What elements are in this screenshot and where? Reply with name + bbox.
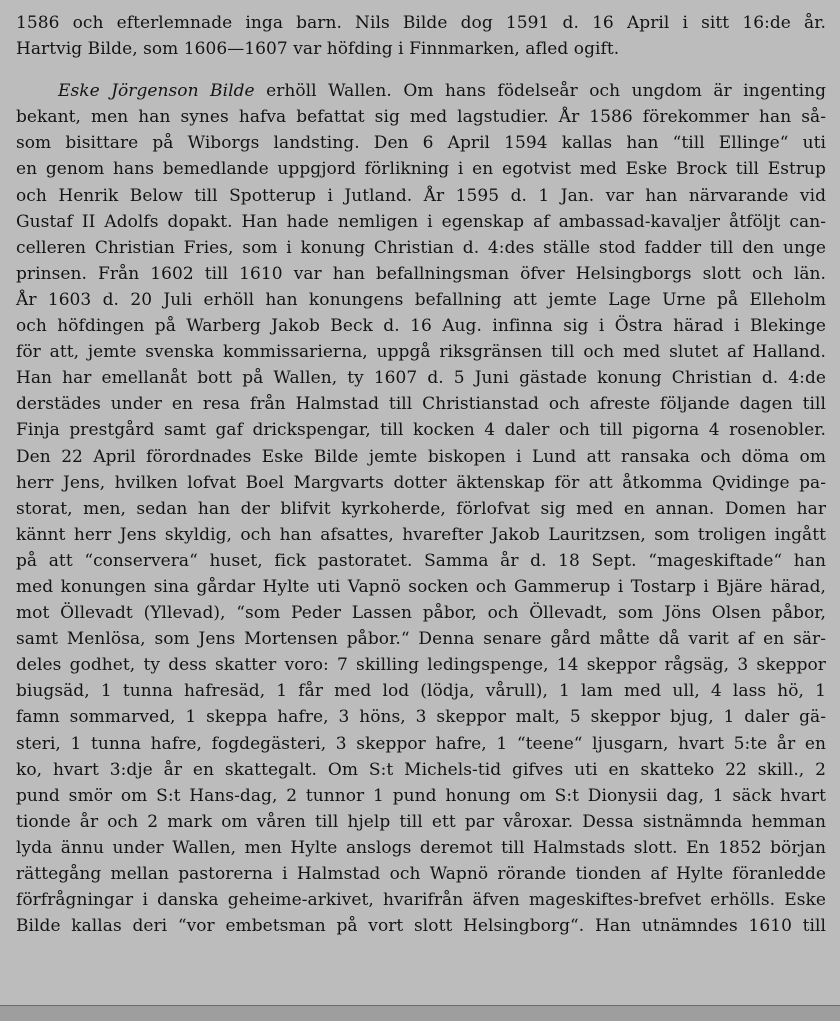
- text-line: herr Jens, hvilken lofvat Boel Margvarts dotter äktenskap för att åtkomma Qvidinge pa-: [16, 472, 826, 493]
- text-line-2: Hartvig Bilde, som 1606—1607 var höfding i Finnmarken, afled ogift.: [16, 39, 620, 60]
- opening-line-rest: erhöll Wallen. Om hans födelseår och ungdom är ingenting: [254, 81, 827, 102]
- text-line: prinsen. Från 1602 till 1610 var han befallningsman öfver Helsingborgs slott och län.: [16, 263, 826, 284]
- paragraph-gap: [16, 62, 826, 78]
- body-text: [16, 10, 826, 939]
- text-line: derstädes under en resa från Halmstad till Christianstad och afreste följande dagen till: [16, 394, 826, 415]
- text-line: som bisittare på Wiborgs landsting. Den 6 April 1594 kallas han “till Ellinge“ uti: [16, 133, 826, 154]
- text-line: mot Öllevadt (Yllevad), “som Peder Lassen påbor, och Öllevadt, som Jöns Olsen påbor,: [16, 603, 826, 624]
- text-line: och Henrik Below till Spotterup i Jutland. År 1595 d. 1 Jan. var han närvarande vid: [16, 185, 826, 206]
- text-line: tionde år och 2 mark om våren till hjelp till ett par våroxar. Dessa sistnämnda hemman: [16, 811, 826, 832]
- text-line: samt Menlösa, som Jens Mortensen påbor.“ Denna senare gård måtte då varit af en sär-: [16, 629, 826, 650]
- text-line: pund smör om S:t Hans-dag, 2 tunnor 1 pund honung om S:t Dionysii dag, 1 säck hvart: [16, 785, 826, 806]
- text-line: med konungen sina gårdar Hylte uti Vapnö socken och Gammerup i Tostarp i Bjäre härad,: [16, 576, 826, 597]
- text-line: biugsäd, 1 tunna hafresäd, 1 får med lod (lödja, vårull), 1 lam med ull, 4 lass hö, 1: [16, 681, 826, 702]
- text-line: bekant, men han synes hafva befattat sig med lagstudier. År 1586 förekommer han så-: [16, 107, 826, 128]
- text-line: Han har emellanåt bott på Wallen, ty 1607 d. 5 Juni gästade konung Christian d. 4:de: [16, 368, 826, 389]
- text-line: en genom hans bemedlande uppgjord förlikning i en egotvist med Eske Brock till Estrup: [16, 159, 826, 180]
- text-line: celleren Christian Fries, som i konung Christian d. 4:des ställe stod fadder till den unge: [16, 237, 826, 258]
- text-line: rättegång mellan pastorerna i Halmstad och Wapnö rörande tionden af Hylte föranledde: [16, 864, 826, 884]
- text-line: ko, hvart 3:dje år en skattegalt. Om S:t Michels-tid gifves uti en skatteko 22 skill., 2: [16, 759, 826, 780]
- text-line: Den 22 April förordnades Eske Bilde jemte biskopen i Lund att ransaka och döma om: [16, 446, 826, 467]
- text-line: lyda ännu under Wallen, men Hylte anslogs deremot till Halmstads slott. En 1852 början: [16, 837, 826, 858]
- text-line: storat, men, sedan han der blifvit kyrkoherde, förlofvat sig med en annan. Domen har: [16, 498, 826, 519]
- text-line: År 1603 d. 20 Juli erhöll han konungens befallning att jemte Lage Urne på Elleholm: [16, 289, 826, 310]
- text-line: och höfdingen på Warberg Jakob Beck d. 16 Aug. infinna sig i Östra härad i Blekinge: [16, 316, 826, 337]
- text-line: förfrågningar i danska geheime-arkivet, hvarifrån äfven mageskiftes-brefvet erhölls. Eske: [16, 890, 826, 911]
- text-line: kännt herr Jens skyldig, och han afsattes, hvarefter Jakob Lauritzsen, som troligen ingått: [16, 524, 826, 545]
- text-line: Finja prestgård samt gaf drickspengar, till kocken 4 daler och till pigorna 4 rosenobler.: [16, 420, 826, 441]
- page-bottom-edge: [0, 1005, 840, 1021]
- text-line: famn sommarved, 1 skeppa hafre, 3 höns, 3 skeppor malt, 5 skeppor bjug, 1 daler gä-: [16, 707, 826, 728]
- text-line: Bilde kallas deri “vor embetsman på vort slott Helsingborg“. Han utnämndes 1610 till: [16, 916, 826, 937]
- person-name: Eske Jörgenson Bilde: [58, 81, 255, 102]
- text-line: på att “conservera“ huset, fick pastoratet. Samma år d. 18 Sept. “mageskiftade“ han: [16, 550, 826, 571]
- text-line: Gustaf II Adolfs dopakt. Han hade nemligen i egenskap af ambassad-kavaljer åtföljt can-: [16, 211, 826, 232]
- text-line: deles godhet, ty dess skatter voro: 7 skilling ledingspenge, 14 skeppor rågsäg, 3 skeppor: [16, 655, 826, 676]
- text-line: för att, jemte svenska kommissarierna, uppgå riksgränsen till och med slutet af Halland.: [16, 342, 826, 363]
- paragraph-opening-line: [16, 78, 826, 104]
- text-line-1: 1586 och efterlemnade inga barn. Nils Bilde dog 1591 d. 16 April i sitt 16:de år.: [16, 13, 826, 33]
- text-line: steri, 1 tunna hafre, fogdegästeri, 3 skeppor hafre, 1 “teene“ ljusgarn, hvart 5:te år en: [16, 733, 826, 754]
